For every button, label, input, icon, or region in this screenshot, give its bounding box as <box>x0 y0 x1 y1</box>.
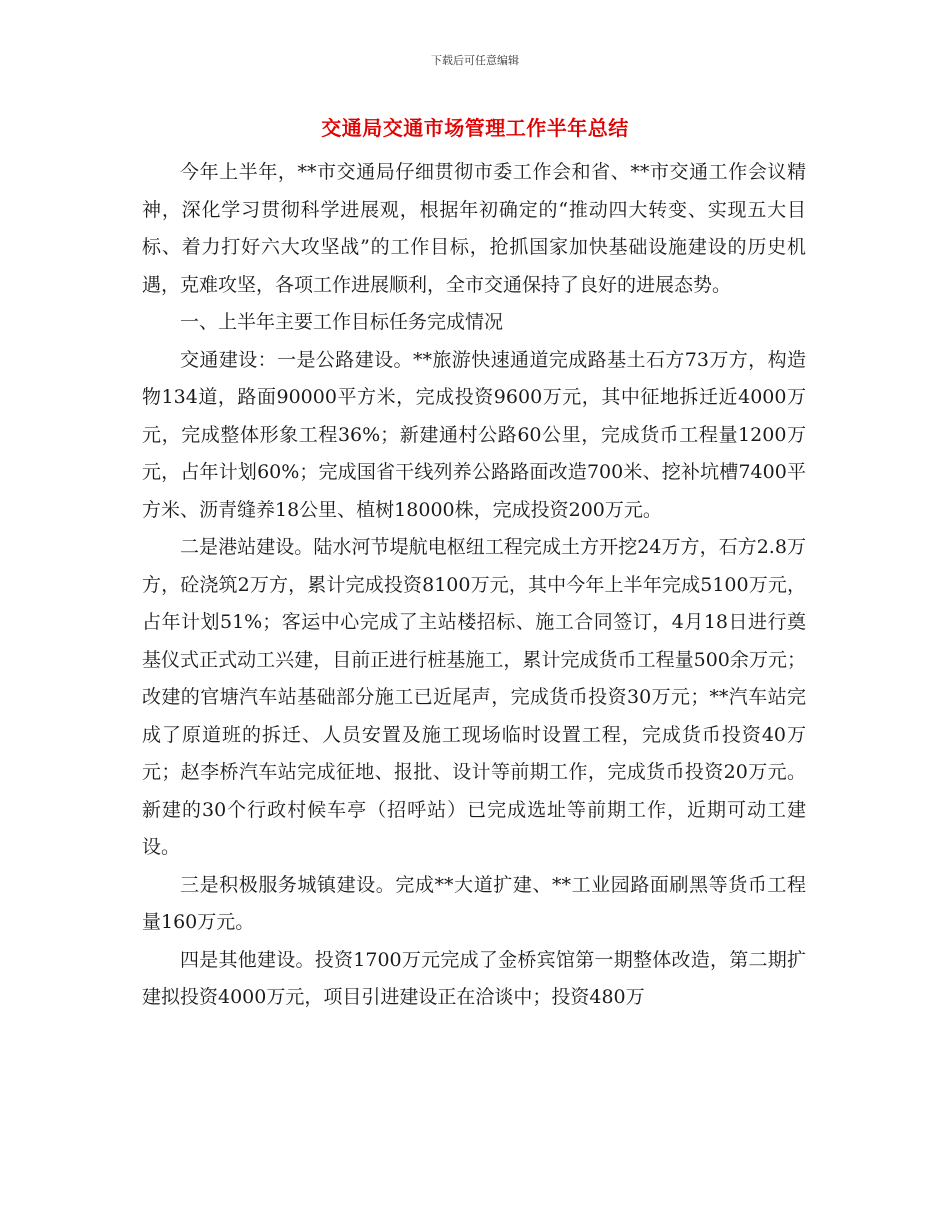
page-header-caption: 下载后可任意编辑 <box>431 54 519 67</box>
document-title: 交通局交通市场管理工作半年总结 <box>321 116 629 140</box>
paragraph-other-construction: 四是其他建设。投资1700万元完成了金桥宾馆第一期整体改造，第二期扩建拟投资4000万元，项目引进建设正在洽谈中；投资480万 <box>142 948 806 1008</box>
paragraph-port-station-construction: 二是港站建设。陆水河节堤航电枢纽工程完成土方开挖24万方，石方2.8万方，砼浇筑2万方，累计完成投资8100万元，其中今年上半年完成5100万元，占年计划51%；客运中心完成了主站楼招标、施工合同签订，4月18日进行奠基仪式正式动工兴建，目前正进行桩基施工，累计完成货币工程量500余万元；改建的官塘汽车站基础部分施工已近尾声，完成货币投资30万元；**汽车站完成了原道班的拆迁、人员安置及施工现场临时设置工程，完成货币投资40万元；赵李桥汽车站完成征地、报批、设计等前期工作，完成货币投资20万元。新建的30个行政村候车亭（招呼站）已完成选址等前期工作，近期可动工建设。 <box>142 536 806 858</box>
document-body <box>142 154 806 1017</box>
paragraph-road-construction: 交通建设：一是公路建设。**旅游快速通道完成路基土石方73万方，构造物134道，路面90000平方米，完成投资9600万元，其中征地拆迁近4000万元，完成整体形象工程36%；新建通村公路60公里，完成货币工程量1200万元，占年计划60%；完成国省干线列养公路路面改造700米、挖补坑槽7400平方米、沥青缝养18公里、植树18000株，完成投资200万元。 <box>142 348 806 521</box>
paragraph-town-construction: 三是积极服务城镇建设。完成**大道扩建、**工业园路面刷黑等货币工程量160万元。 <box>142 873 806 933</box>
paragraph-intro: 今年上半年，**市交通局仔细贯彻市委工作会和省、**市交通工作会议精神，深化学习贯彻科学进展观，根据年初确定的“推动四大转变、实现五大目标、着力打好六大攻坚战”的工作目标，抢抓国家加快基础设施建设的历史机遇，克难攻坚，各项工作进展顺利，全市交通保持了良好的进展态势。 <box>142 161 806 296</box>
section-heading-1: 一、上半年主要工作目标任务完成情况 <box>180 311 504 333</box>
